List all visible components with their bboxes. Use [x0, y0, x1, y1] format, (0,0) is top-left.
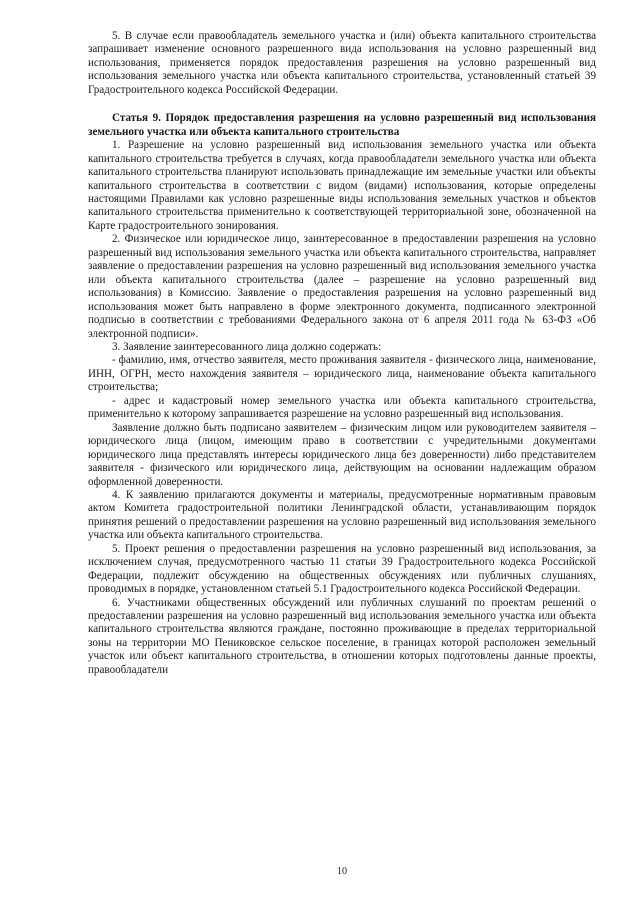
paragraph-3-application-content: 3. Заявление заинтересованного лица должно содержать: [112, 340, 382, 353]
paragraph-6-participants: 6. Участниками общественных обсуждений или публичных слушаний по проектам решений о предоставлении разрешения на условно разрешенный вид использования земельного участка или объекта капитального строительства являются граждане, постоянно проживающие в пределах территориальной зоны на территории МО Пениковское сельское поселение, в границах которой расположен земельный участок или объект капитального строительства, в отношении которых подготовлены данные проекты, правообладатели [88, 596, 596, 676]
article-9-heading: Статья 9. Порядок предоставления разрешения на условно разрешенный вид использования земельного участка или объекта капитального строительства [88, 112, 596, 138]
list-item-applicant-name: - фамилию, имя, отчество заявителя, место проживания заявителя - физического лица, наименование, ИНН, ОГРН, место нахождения заявителя – юридического лица, наименование объекта капитального строительства; [88, 354, 596, 394]
paragraph-1-permit-required: 1. Разрешение на условно разрешенный вид использования земельного участка или объекта капитального строительства требуется в случаях, когда правообладатели земельного участка или объекта капитального строительства планируют использовать принадлежащие им земельные участки или объекты капитального строительства в соответствии с видом (видами) использования, которые определены настоящими Правилами как условно разрешенные виды использования земельных участков и объектов капитального строительства применительно к соответствующей территориальной зоне, обозначенной на Карте градостроительного зонирования. [88, 139, 596, 232]
paragraph-signature: Заявление должно быть подписано заявителем – физическим лицом или руководителем заявителя – юридического лица (лицом, имеющим право в соответствии с учредительными документами юридического лица представлять интересы юридического лица без доверенности) либо представителем заявителя - физического или юридического лица, действующим на основании надлежащим образом оформленной доверенности. [88, 421, 596, 488]
paragraph-4-attachments: 4. К заявлению прилагаются документы и материалы, предусмотренные нормативным правовым актом Комитета градостроительной политики Ленинградской области, устанавливающим порядок принятия решений о предоставлении разрешения на условно разрешенный вид использования земельного участка или объекта капитального строительства. [88, 488, 596, 542]
paragraph-5-draft-decision: 5. Проект решения о предоставлении разрешения на условно разрешенный вид использования, за исключением случая, предусмотренного частью 11 статьи 39 Градостроительного кодекса Российской Федерации, подлежит обсуждению на общественных обсуждениях или публичных слушаниях, проводимых в порядке, установленном статьей 5.1 Градостроительного кодекса Российской Федерации. [88, 542, 596, 596]
paragraph-5-change-use: 5. В случае если правообладатель земельного участка и (или) объекта капитального строительства запрашивает изменение основного разрешенного вида использования на условно разрешенный вид использования, применяется порядок предоставления разрешения на условно разрешенный вид использования земельного участка или объекта капитального строительства, установленный статьей 39 Градостроительного кодекса Российской Федерации. [88, 30, 596, 96]
page-number: 10 [337, 866, 347, 877]
list-item-address-cadastral: - адрес и кадастровый номер земельного участка или объекта капитального строительства, применительно к которому запрашивается разрешение на условно разрешенный вид использования. [88, 394, 596, 421]
paragraph-2-application: 2. Физическое или юридическое лицо, заинтересованное в предоставлении разрешения на условно разрешенный вид использования земельного участка или объекта капитального строительства, направляет заявление о предоставлении разрешения на условно разрешенный вид использования земельного участка или объекта капитального строительства (далее – разрешение на условно разрешенный вид использования) в Комиссию. Заявление о предоставления разрешения на условно разрешенный вид использования может быть направлено в форме электронного документа, подписанного электронной подписью в соответствии с требованиями Федерального закона от 6 апреля 2011 года № 63-ФЗ «Об электронной подписи». [88, 233, 596, 340]
document-body [88, 30, 596, 677]
